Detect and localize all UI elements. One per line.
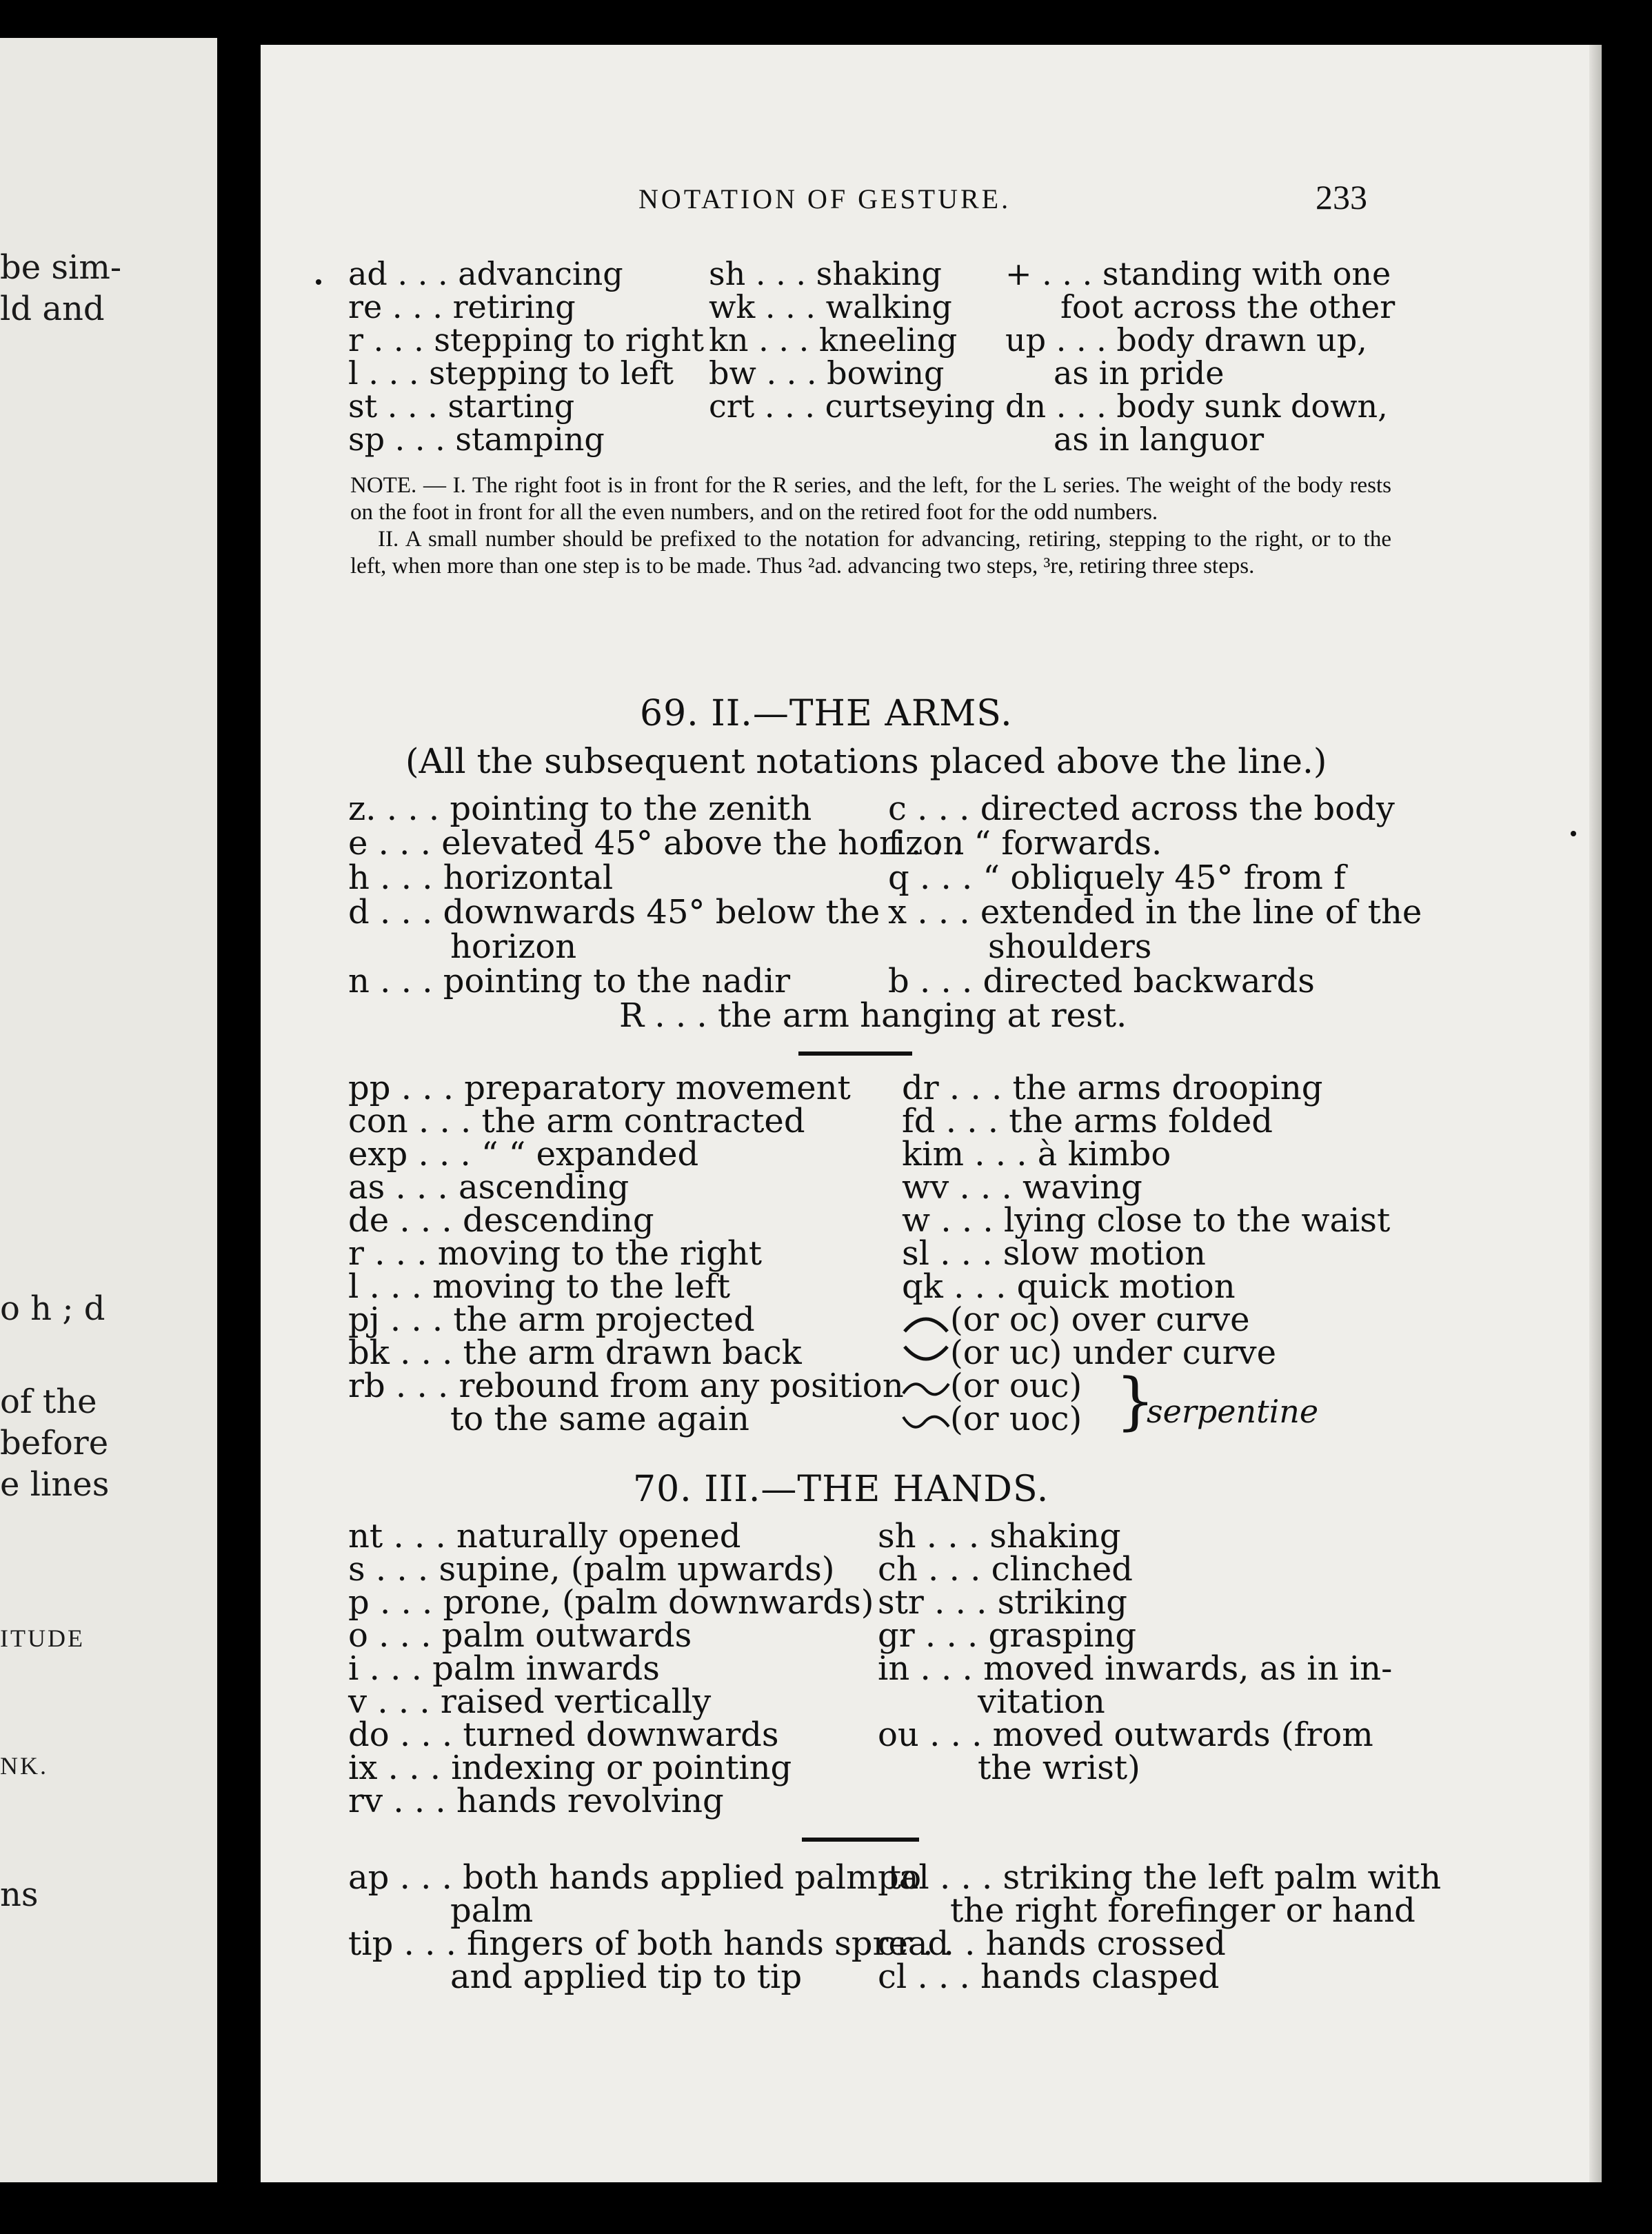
two-hands-entry: tip . . . fingers of both hands spread bbox=[348, 1924, 949, 1963]
arm-entry: b . . . directed backwards bbox=[888, 962, 1315, 1000]
arm-entry: n . . . pointing to the nadir bbox=[348, 962, 791, 1000]
hand-entry: ch . . . clinched bbox=[878, 1550, 1134, 1589]
hand-entry: vitation bbox=[978, 1682, 1105, 1721]
feet-entry: sh . . . shaking bbox=[709, 255, 942, 292]
note-paragraph: II. A small number should be prefixed to the notation for advancing, retiring, stepping to the right, or to the left, when more than one step is to be made. Thus ²ad. advancing two steps, ³re, retiring three steps. bbox=[350, 527, 1391, 578]
movement-entry: sl . . . slow motion bbox=[902, 1234, 1206, 1273]
feet-entry: + . . . standing with one bbox=[1005, 255, 1391, 292]
running-head: NOTATION OF GESTURE. bbox=[638, 183, 1011, 214]
section-heading-hands: 70. III.—THE HANDS. bbox=[633, 1469, 1049, 1510]
page-number: 233 bbox=[1316, 178, 1367, 217]
feet-entry: dn . . . body sunk down, bbox=[1005, 388, 1388, 425]
arm-entry: f . . . “ forwards. bbox=[888, 824, 1162, 863]
hand-entry: p . . . prone, (palm downwards) bbox=[348, 1583, 874, 1622]
feet-entry: re . . . retiring bbox=[348, 288, 576, 325]
facing-page-text: o h ; d bbox=[0, 1289, 105, 1328]
section-heading-arms: 69. II.—THE ARMS. bbox=[640, 693, 1013, 734]
movement-entry: r . . . moving to the right bbox=[348, 1234, 763, 1273]
over-curve-icon bbox=[902, 1311, 950, 1334]
curve-label: (or uoc) bbox=[950, 1400, 1082, 1438]
feet-entry: bw . . . bowing bbox=[709, 354, 945, 392]
section-divider bbox=[798, 1051, 912, 1056]
movement-entry: fd . . . the arms folded bbox=[902, 1102, 1273, 1140]
movement-entry: qk . . . quick motion bbox=[902, 1267, 1236, 1306]
feet-entry: as in languor bbox=[1054, 421, 1265, 458]
movement-entry: w . . . lying close to the waist bbox=[902, 1201, 1391, 1240]
hand-entry: do . . . turned downwards bbox=[348, 1715, 779, 1754]
hand-entry: sh . . . shaking bbox=[878, 1517, 1121, 1556]
facing-page-text: of the bbox=[0, 1382, 97, 1421]
facing-page-text: ITUDE bbox=[0, 1624, 85, 1652]
curve-label: (or oc) over curve bbox=[950, 1300, 1250, 1339]
movement-entry: as . . . ascending bbox=[348, 1168, 629, 1207]
arm-entry: e . . . elevated 45° above the horizon bbox=[348, 824, 965, 863]
arm-entry: c . . . directed across the body bbox=[888, 789, 1395, 828]
arm-entry: x . . . extended in the line of the bbox=[888, 893, 1422, 932]
movement-entry: to the same again bbox=[450, 1400, 749, 1438]
facing-page-text: e lines bbox=[0, 1465, 110, 1504]
hand-entry: in . . . moved inwards, as in in- bbox=[878, 1649, 1393, 1688]
hand-entry: s . . . supine, (palm upwards) bbox=[348, 1550, 835, 1589]
two-hands-entry: the right forefinger or hand bbox=[950, 1891, 1416, 1930]
feet-entry: l . . . stepping to left bbox=[348, 354, 674, 392]
feet-entry: crt . . . curtseying bbox=[709, 388, 996, 425]
movement-entry: de . . . descending bbox=[348, 1201, 654, 1240]
two-hands-entry: pal . . . striking the left palm with bbox=[878, 1858, 1442, 1897]
hand-entry: ix . . . indexing or pointing bbox=[348, 1749, 792, 1787]
hand-entry: i . . . palm inwards bbox=[348, 1649, 660, 1688]
facing-page-text: ld and bbox=[0, 290, 105, 328]
feet-entry: as in pride bbox=[1054, 354, 1225, 392]
serpentine-label: serpentine bbox=[1147, 1393, 1319, 1430]
movement-entry: dr . . . the arms drooping bbox=[902, 1069, 1323, 1107]
feet-entry: sp . . . stamping bbox=[348, 421, 605, 458]
facing-page-text: before bbox=[0, 1424, 109, 1462]
arm-entry: d . . . downwards 45° below the bbox=[348, 893, 880, 932]
note-paragraph: NOTE. — I. The right foot is in front for the R series, and the left, for the L series. The weight of the body rests on the foot in front for all the even numbers, and on the retired foot for the odd numbers. bbox=[350, 473, 1391, 525]
movement-entry: exp . . . “ “ expanded bbox=[348, 1135, 699, 1174]
hand-entry: rv . . . hands revolving bbox=[348, 1782, 724, 1820]
note-block bbox=[350, 472, 1391, 580]
hand-entry: nt . . . naturally opened bbox=[348, 1517, 741, 1556]
section-subheading: (All the subsequent notations placed above the line.) bbox=[405, 741, 1327, 781]
ink-speck bbox=[1571, 831, 1576, 836]
arm-rest-entry: R . . . the arm hanging at rest. bbox=[619, 996, 1127, 1035]
curve-label: (or uc) under curve bbox=[950, 1334, 1277, 1372]
hand-entry: ou . . . moved outwards (from bbox=[878, 1715, 1373, 1754]
serpentine-uoc-entry bbox=[902, 1400, 1082, 1438]
page-edge bbox=[1589, 45, 1602, 2182]
movement-entry: bk . . . the arm drawn back bbox=[348, 1334, 802, 1372]
arm-entry: z. . . . pointing to the zenith bbox=[348, 789, 812, 828]
book-page bbox=[261, 45, 1602, 2182]
movement-entry: kim . . . à kimbo bbox=[902, 1135, 1171, 1174]
movement-entry: l . . . moving to the left bbox=[348, 1267, 731, 1306]
arm-entry: horizon bbox=[450, 927, 577, 966]
hand-entry: o . . . palm outwards bbox=[348, 1616, 692, 1655]
under-curve-icon bbox=[902, 1344, 950, 1367]
feet-entry: up . . . body drawn up, bbox=[1005, 321, 1367, 359]
movement-entry: rb . . . rebound from any position bbox=[348, 1367, 904, 1405]
movement-entry: pp . . . preparatory movement bbox=[348, 1069, 851, 1107]
section-divider bbox=[802, 1838, 919, 1842]
brace-icon: } bbox=[1116, 1365, 1156, 1438]
hand-entry: v . . . raised vertically bbox=[348, 1682, 712, 1721]
over-under-curve-icon bbox=[902, 1377, 950, 1400]
arm-entry: shoulders bbox=[988, 927, 1152, 966]
facing-page bbox=[0, 38, 217, 2182]
two-hands-entry: palm bbox=[450, 1891, 534, 1930]
arm-entry: h . . . horizontal bbox=[348, 858, 614, 897]
curve-label: (or ouc) bbox=[950, 1367, 1082, 1405]
feet-entry: wk . . . walking bbox=[709, 288, 952, 325]
under-over-curve-icon bbox=[902, 1410, 950, 1433]
feet-entry: kn . . . kneeling bbox=[709, 321, 958, 359]
facing-page-text: be sim- bbox=[0, 248, 122, 287]
two-hands-entry: ap . . . both hands applied palm to bbox=[348, 1858, 922, 1897]
facing-page-text: NK. bbox=[0, 1752, 48, 1780]
hand-entry: the wrist) bbox=[978, 1749, 1140, 1787]
movement-entry: wv . . . waving bbox=[902, 1168, 1142, 1207]
feet-entry: st . . . starting bbox=[348, 388, 575, 425]
two-hands-entry: cl . . . hands clasped bbox=[878, 1958, 1220, 1996]
two-hands-entry: cr . . . hands crossed bbox=[878, 1924, 1226, 1963]
feet-entry: r . . . stepping to right bbox=[348, 321, 705, 359]
movement-entry: con . . . the arm contracted bbox=[348, 1102, 805, 1140]
two-hands-entry: and applied tip to tip bbox=[450, 1958, 803, 1996]
facing-page-text: ns bbox=[0, 1875, 39, 1914]
ink-speck bbox=[316, 279, 321, 285]
feet-entry: foot across the other bbox=[1060, 288, 1396, 325]
hand-entry: str . . . striking bbox=[878, 1583, 1127, 1622]
arm-entry: q . . . “ obliquely 45° from f bbox=[888, 858, 1346, 897]
feet-entry: ad . . . advancing bbox=[348, 255, 623, 292]
hand-entry: gr . . . grasping bbox=[878, 1616, 1137, 1655]
movement-entry: pj . . . the arm projected bbox=[348, 1300, 755, 1339]
